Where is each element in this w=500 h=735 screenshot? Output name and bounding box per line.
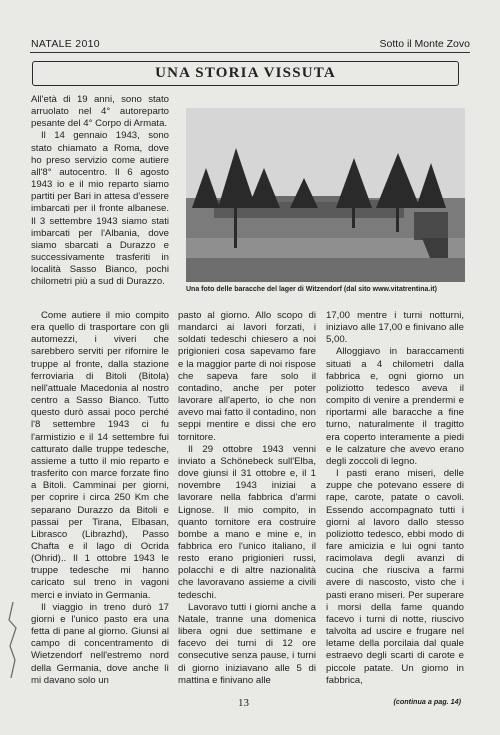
paragraph: Alloggiavo in baraccamenti situati a 4 chilometri dalla fabbrica e, ogni giorno un poliziotto tedesco aveva il compito di venire a prendermi e riportarmi alle baracche a fine turno, naturalmente il tragitto era coperto interamente a piedi e le calzature che avevo erano degli zoccoli di legno. — [326, 346, 464, 467]
paragraph: 17,00 mentre i turni notturni, iniziavo alle 17,00 e finivano alle 5,00. — [326, 310, 464, 346]
column-3 — [326, 310, 464, 687]
paragraph: Il 14 gennaio 1943, sono stato chiamato a Roma, dove ho preso servizio come autiere all'8° autocentro. Il 6 agosto 1943 io e il mio reparto siamo partiti per Bari in attesa d'essere imbarcati per il fronte albanese. Il 3 settembre 1943 siamo stati imbarcati per l'Albania, dove siamo sbarcati a Durazzo e successivamente trasferiti in località Sasso Bianco, pochi chilometri più a sud di Durazzo. — [31, 130, 169, 288]
column-1-top — [31, 94, 169, 289]
column-2 — [178, 310, 316, 687]
magazine-name: Sotto il Monte Zovo — [379, 38, 470, 50]
photo-caption: Una foto delle baracche del lager di Witzendorf (dal sito www.vitatrentina.it) — [186, 286, 437, 293]
article-title: UNA STORIA VISSUTA — [32, 61, 459, 86]
paragraph: I pasti erano miseri, delle zuppe che potevano essere di rape, carote, patate o cavoli. Essendo accompagnato tutti i giorni al lavoro dallo stesso poliziotto tedesco, ebbi modo di fare amicizia e lui ogni tanto racimolava degli avanzi di cucina che riusciva a farmi avere di nascosto, visto che i pasti erano miseri. Per superare i morsi della fame quando facevo i turni di notte, riuscivo talvolta ad uscire e frugare nel letame della porcilaia dal quale estraevo degli scarti di carote e piccole patate. Un giorno in fabbrica, — [326, 468, 464, 686]
barracks-photo — [186, 108, 465, 282]
paragraph: Il viaggio in treno durò 17 giorni e l'unico pasto era una fetta di pane al giorno. Giunsi al campo di concentramento di Wietzendorf nell'estremo nord della Germania, dove anche lì mi davano solo un — [31, 601, 169, 686]
margin-scribble — [6, 600, 20, 680]
column-1-bottom — [31, 310, 169, 687]
paragraph: All'età di 19 anni, sono stato arruolato nel 4° autoreparto pesante del 4° Corpo di Armata. — [31, 94, 169, 130]
paragraph: Come autiere il mio compito era quello di trasportare con gli automezzi, i viveri che sarebbero serviti per rifornire le truppe al fronte, dalla stazione ferroviaria di Bitoli (Bitola) nell'attuale Macedonia al nostro centro a Sasso Bianco. Tutto questo durò assai poco perché l'8 settembre 1943 ci fu l'armistizio e il 14 settembre fui catturato dalle truppe tedesche, assieme a tutto il mio reparto e trasferito con marce forzate fino a Bitoli. Camminai per giorni, per coprire i circa 250 Km che separano Durazzo da Bitoli e passai per Tirana, Elbasan, Librasco (Librazhd), Passo Chafta e il lago di Ocrida (Ohrid).. Il 1 ottobre 1943 le truppe tedesche mi hanno caricato sul treno in vagoni merci e inviato in Germania. — [31, 310, 169, 601]
paragraph: Lavoravo tutti i giorni anche a Natale, tranne una domenica libera ogni due settimane e facevo dei turni di 12 ore consecutive senza pause, i turni di giorno iniziavano alle 5 di mattina e finivano alle — [178, 601, 316, 686]
paragraph: pasto al giorno. Allo scopo di mandarci ai lavori forzati, i soldati tedeschi chiesero a noi prigionieri cosa sapevamo fare e la maggior parte di noi rispose che sapeva fare solo il contadino, anche per poter lavorare all'aperto, io che non avevo mai fatto il contadino, non seppi mentire e dissi che ero tornitore. — [178, 310, 316, 443]
header-rule — [30, 52, 470, 53]
barracks-photo-image — [186, 108, 465, 282]
paragraph: Il 29 ottobre 1943 venni inviato a Schönebeck sull'Elba, dove giunsi il 31 ottobre e, il 1 novembre 1943 iniziai a lavorare nella fabbrica d'armi Lignose. Il mio compito, in quanto tornitore era costruire bombe a mano e mine e, in fabbrica ero l'unico italiano, il resto erano prigionieri russi, polacchi e di altre nazionalità che lavoravano assieme a civili tedeschi. — [178, 443, 316, 601]
page-number: 13 — [238, 697, 249, 709]
continued-note: (continua a pag. 14) — [393, 697, 461, 706]
issue-label: NATALE 2010 — [31, 38, 100, 50]
